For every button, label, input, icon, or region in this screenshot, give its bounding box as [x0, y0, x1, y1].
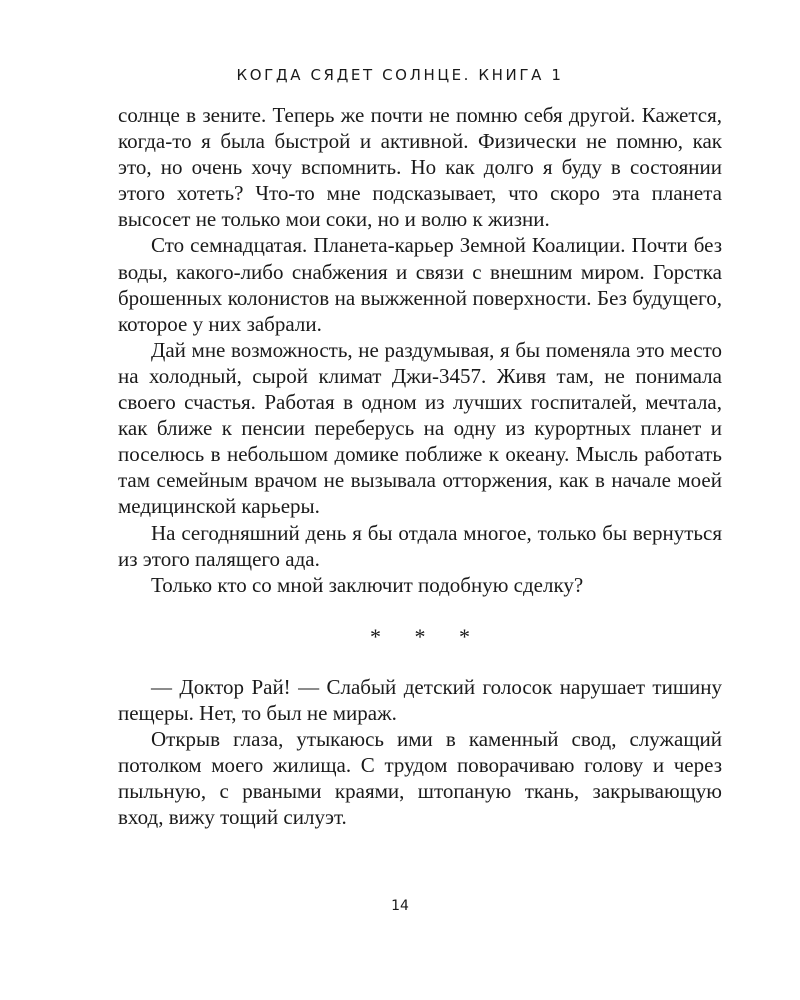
- paragraph: Открыв глаза, утыкаюсь ими в каменный свод, служащий потолком моего жилища. С трудом поворачиваю голову и через пыльную, с рваными краями, штопаную ткань, закрывающую вход, вижу тощий силуэт.: [118, 726, 722, 830]
- paragraph: — Доктор Рай! — Слабый детский голосок нарушает тишину пещеры. Нет, то был не мираж.: [118, 674, 722, 725]
- paragraph: солнце в зените. Теперь же почти не помню себя другой. Кажется, когда-то я была быстрой и активной. Физически не помню, как это, но очень хочу вспомнить. Но как долго я буду в состоянии этого хотеть? Что-то мне подсказывает, что скоро эта планета высосет не только мои соки, но и волю к жизни.: [118, 103, 722, 232]
- paragraph: На сегодняшний день я бы отдала многое, только бы вернуться из этого палящего ада.: [118, 520, 722, 571]
- page-number: 14: [391, 898, 409, 914]
- main-text: [118, 102, 722, 830]
- paragraph: Дай мне возможность, не раздумывая, я бы поменяла это место на холодный, сырой климат Джи-3457. Живя там, не понимала своего счастья. Работая в одном из лучших госпиталей, мечтала, как ближе к пенсии переберусь на одну из курортных планет и поселюсь в небольшом домике поближе к океану. Мысль работать там семейным врачом не вызывала отторжения, как в начале моей медицинской карьеры.: [118, 337, 722, 519]
- paragraph: Сто семнадцатая. Планета-карьер Земной Коалиции. Почти без воды, какого-либо снабжения и связи с внешним миром. Горстка брошенных колонистов на выжженной поверхности. Без будущего, которое у них забрали.: [118, 233, 722, 336]
- section-separator: * * *: [370, 623, 484, 649]
- paragraph: Только кто со мной заключит подобную сделку?: [151, 572, 584, 597]
- running-head: КОГДА СЯДЕТ СОЛНЦЕ. КНИГА 1: [236, 66, 564, 84]
